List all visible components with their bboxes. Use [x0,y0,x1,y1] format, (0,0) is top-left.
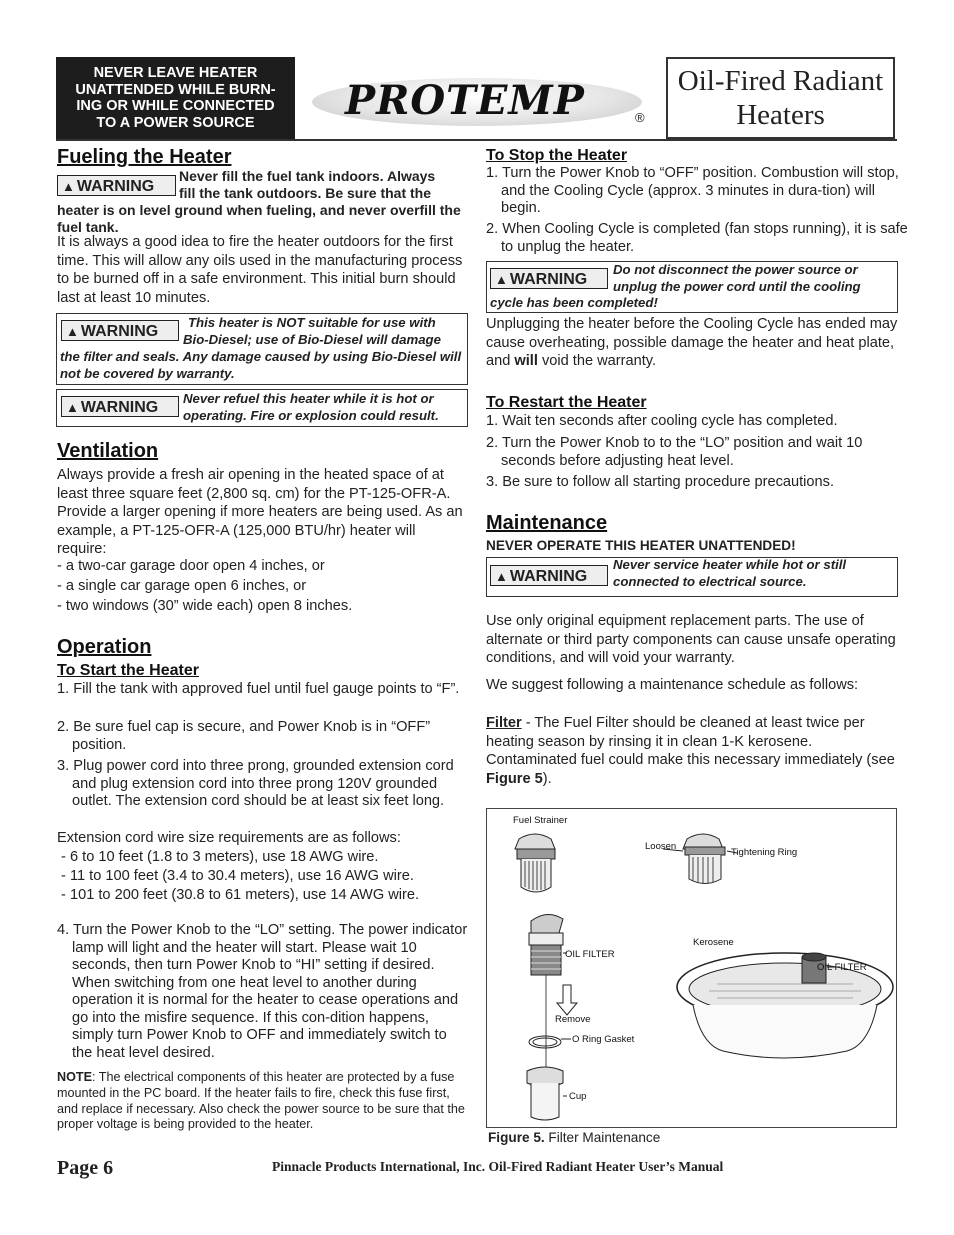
refuel-warning-text: Never refuel this heater while it is hot or operating. Fire or explosion could result. [183,391,439,423]
label-oil-filter: OIL FILTER [565,949,615,960]
extension-intro: Extension cord wire size requirements are as follows: [57,830,401,846]
label-cup: Cup [569,1091,587,1102]
fuse-note: NOTE: The electrical components of this heater are protected by a fuse mounted in the PC board. If the heater fails to fire, check this fuse first, and replace if necessary. Also check the power source to be sure that the proper voltage is being provided to the heater. [57,1070,465,1132]
start-heading: To Start the Heater [57,662,199,679]
start-step: 3. Plug power cord into three prong, grounded extension cord and plug extension cord into three prong 120V grounded outlet. The extension cord should be at least six feet long. [57,758,454,809]
ventilation-heading: Ventilation [57,440,159,462]
figure-5-box [486,808,897,1128]
warning-triangle-icon: ▲ [62,179,75,194]
start-step: 1. Fill the tank with approved fuel until fuel gauge points to “F”. [57,681,460,697]
fueling-warning-line2: fill the tank outdoors. Be sure that the [179,185,432,201]
maintenance-para1: Use only original equipment replacement parts. The use of alternate or third party components can cause unsafe operating conditions, and will void your warranty. [486,613,896,666]
ventilation-item: - a two-car garage door open 4 inches, or [57,558,325,574]
ventilation-item: - a single car garage open 6 inches, or [57,578,307,594]
stop-step: 1. Turn the Power Knob to “OFF” position. Combustion will stop, and the Cooling Cycle (approx. 3 minutes in dura-tion) will begin. [486,165,899,216]
warning-triangle-icon: ▲ [66,324,79,339]
warning-triangle-icon: ▲ [495,569,508,584]
restart-heading: To Restart the Heater [486,394,647,411]
fueling-heading: Fueling the Heater [57,146,232,168]
stop-heading: To Stop the Heater [486,147,628,164]
fueling-warning-line1: Never fill the fuel tank indoors. Always [179,168,436,184]
extension-item: - 6 to 10 feet (1.8 to 3 meters), use 18 AWG wire. [57,849,379,865]
fueling-body: It is always a good idea to fire the heater outdoors for the first time. This will allow any oils used in the manufacturing process to be burned off in a safe environment. This initial burn should last at least 10 minutes. [57,234,463,306]
registered-mark: ® [635,110,645,125]
restart-step: 1. Wait ten seconds after cooling cycle has completed. [486,413,838,429]
service-warning-text: Never service heater while hot or still connected to electrical source. [613,557,847,589]
manual-title: Oil-Fired Radiant Heaters [677,65,884,131]
filter-paragraph: Filter - The Fuel Filter should be cleaned at least twice per heating season by rinsing it in clean 1-K kerosene. Contaminated fuel could make this necessary immediately (see Figure 5). [486,715,895,787]
label-oil-filter: OIL FILTER [817,962,867,973]
fueling-warning-rest: heater is on level ground when fueling, and never overfill the fuel tank. [57,202,461,235]
never-leave-banner [56,57,295,139]
ventilation-item: - two windows (30” wide each) open 8 inches. [57,598,353,614]
restart-step: 2. Turn the Power Knob to to the “LO” position and wait 10 seconds before adjusting heat level. [486,435,863,469]
biodiesel-warning-c: the filter and seals. Any damage caused by using Bio-Diesel will not be covered by warranty. [60,349,462,381]
extension-item: - 11 to 100 feet (3.4 to 30.4 meters), use 16 AWG wire. [57,868,414,884]
label-fuel-strainer: Fuel Strainer [513,815,568,826]
footer-text: Pinnacle Products International, Inc. Oil-Fired Radiant Heater User’s Manual [272,1159,724,1174]
label-o-ring-gasket: O Ring Gasket [572,1034,635,1045]
label-kerosene: Kerosene [693,937,734,948]
never-leave-text: NEVER LEAVE HEATER UNATTENDED WHILE BURN-ING OR WHILE CONNECTED TO A POWER SOURCE [75,65,276,131]
restart-step: 3. Be sure to follow all starting procedure precautions. [486,474,835,490]
start-step: 2. Be sure fuel cap is secure, and Power Knob is in “OFF” position. [57,719,431,753]
header-divider [56,139,897,141]
warning-badge: ▲ WARNING [490,268,608,289]
ventilation-body: Always provide a fresh air opening in the heated space of at least three square feet (2,800 sq. cm) for the PT-125-OFR-A. Provide a larger opening if more heaters are being used. As an example, a PT-125-OFR-A (125,000 BTU/hr) heater will require: [57,467,463,557]
label-remove: Remove [555,1014,591,1025]
warning-badge: ▲ WARNING [490,565,608,586]
warning-badge: ▲ WARNING [61,396,179,417]
label-tightening-ring: Tightening Ring [731,847,798,858]
extension-item: - 101 to 200 feet (30.8 to 61 meters), use 14 AWG wire. [57,887,420,903]
cooling-warning-a: Do not disconnect the power source or [613,262,858,277]
page-number: Page 6 [57,1157,114,1179]
maintenance-para2: We suggest following a maintenance schedule as follows: [486,677,859,693]
stop-body: Unplugging the heater before the Cooling Cycle has ended may cause overheating, possible damage the heater and heat plate, and will void the warranty. [486,316,898,369]
cooling-warning-c: cycle has been completed! [490,295,658,310]
biodiesel-warning-a: This heater is NOT suitable for use with [188,315,436,330]
brand-logo-text: PROTEMP [345,77,585,124]
figure-5-caption: Figure 5. Filter Maintenance [488,1130,661,1145]
warning-triangle-icon: ▲ [66,400,79,415]
warning-badge: ▲ WARNING [57,175,176,196]
biodiesel-warning-b: Bio-Diesel; use of Bio-Diesel will damage [183,332,441,347]
stop-step: 2. When Cooling Cycle is completed (fan stops running), it is safe to unplug the heater. [486,221,908,255]
warning-badge: ▲ WARNING [61,320,179,341]
manual-title-box [666,57,895,139]
start-step: 4. Turn the Power Knob to the “LO” setting. The power indicator lamp will light and the heater will start. Please wait 10 seconds, then turn Power Knob to “HI” setting if desired. When switching from one heat level to another during operation it is normal for the heater to cease operations and go into the misfire sequence. If this con-dition happens, simply turn Power Knob to OFF and immediately switch to the heat level desired. [57,922,468,1061]
maintenance-heading: Maintenance [486,512,608,534]
cooling-warning-b: unplug the power cord until the cooling [613,279,861,294]
label-loosen: Loosen [645,841,677,852]
operation-heading: Operation [57,636,152,658]
never-operate-text: NEVER OPERATE THIS HEATER UNATTENDED! [486,538,796,553]
warning-triangle-icon: ▲ [495,272,508,287]
